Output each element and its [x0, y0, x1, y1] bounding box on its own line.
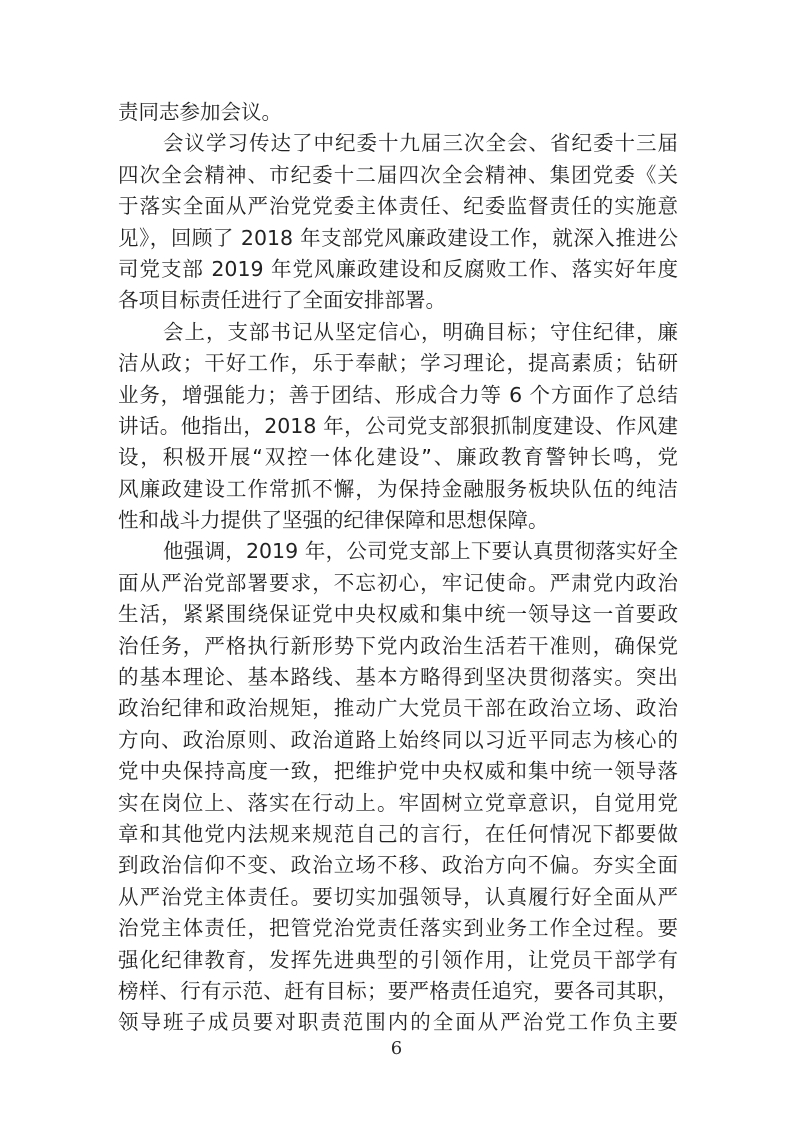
text-line: 四次全会精神、市纪委十二届四次全会精神、集团党委《关 [118, 162, 678, 187]
text-line: 风廉政建设工作常抓不懈，为保持金融服务板块队伍的纯洁 [118, 476, 678, 501]
text-line: 面从严治党部署要求，不忘初心，牢记使命。严肃党内政治 [118, 570, 678, 595]
text-line: 生活，紧紧围绕保证党中央权威和集中统一领导这一首要政 [118, 602, 678, 627]
text-line: 会议学习传达了中纪委十九届三次全会、省纪委十三届 [163, 131, 678, 156]
text-line: 他强调，2019 年，公司党支部上下要认真贯彻落实好全 [163, 539, 678, 564]
text-line: 治任务，严格执行新形势下党内政治生活若干准则，确保党 [118, 633, 678, 658]
text-line: 讲话。他指出，2018 年，公司党支部狠抓制度建设、作风建 [118, 413, 678, 438]
text-line: 性和战斗力提供了坚强的纪律保障和思想保障。 [118, 508, 549, 533]
text-line: 强化纪律教育，发挥先进典型的引领作用，让党员干部学有 [118, 947, 678, 972]
text-line: 设，积极开展“双控一体化建设”、廉政教育警钟长鸣，党 [118, 445, 678, 470]
text-line: 责同志参加会议。 [118, 100, 282, 124]
text-line: 会上，支部书记从坚定信心，明确目标；守住纪律，廉 [163, 319, 678, 344]
text-line: 章和其他党内法规来规范自己的言行，在任何情况下都要做 [118, 821, 678, 846]
text-line: 实在岗位上、落实在行动上。牢固树立党章意识，自觉用党 [118, 790, 678, 815]
text-line: 榜样、行有示范、赶有目标；要严格责任追究，要各司其职， [118, 978, 678, 1003]
text-line: 治党主体责任，把管党治党责任落实到业务工作全过程。要 [118, 916, 678, 941]
text-line: 政治纪律和政治规矩，推动广大党员干部在政治立场、政治 [118, 696, 678, 721]
text-line: 方向、政治原则、政治道路上始终同以习近平同志为核心的 [118, 727, 678, 752]
text-line: 的基本理论、基本路线、基本方略得到坚决贯彻落实。突出 [118, 665, 678, 690]
text-line: 见》，回顾了 2018 年支部党风廉政建设工作，就深入推进公 [118, 225, 678, 250]
text-line: 洁从政；干好工作，乐于奉献；学习理论，提高素质；钻研 [118, 351, 678, 376]
text-line: 司党支部 2019 年党风廉政建设和反腐败工作、落实好年度 [118, 256, 678, 281]
text-line: 业务，增强能力；善于团结、形成合力等 6 个方面作了总结 [118, 382, 678, 407]
text-line: 从严治党主体责任。要切实加强领导，认真履行好全面从严 [118, 884, 678, 909]
text-line: 领导班子成员要对职责范围内的全面从严治党工作负主要 [118, 1010, 678, 1035]
page-number: 6 [390, 1038, 403, 1059]
text-line: 党中央保持高度一致，把维护党中央权威和集中统一领导落 [118, 759, 678, 784]
text-line: 各项目标责任进行了全面安排部署。 [118, 288, 446, 313]
text-line: 于落实全面从严治党党委主体责任、纪委监督责任的实施意 [118, 194, 678, 219]
text-line: 到政治信仰不变、政治立场不移、政治方向不偏。夯实全面 [118, 853, 678, 878]
document-body [118, 97, 678, 1039]
